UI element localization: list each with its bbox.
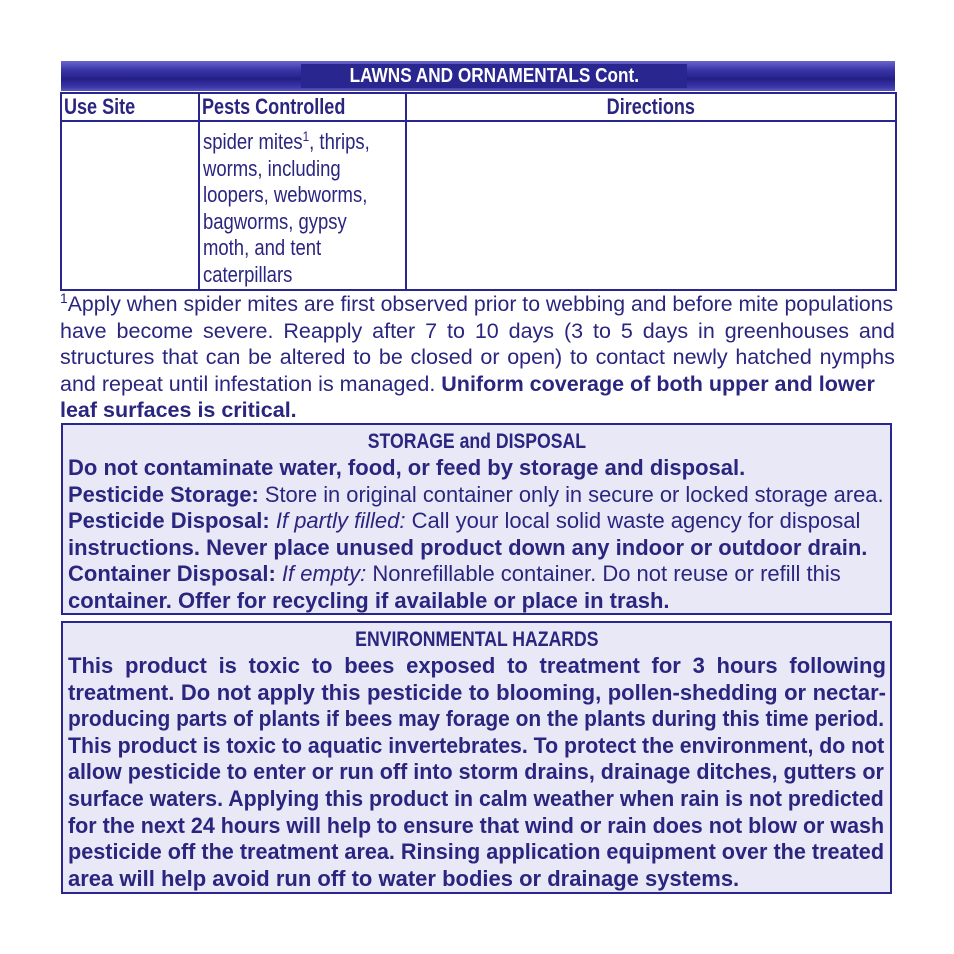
hazard-line: This product is toxic to aquatic invertebrates. To protect the environment, do not [68, 732, 885, 758]
storage-line: Pesticide Storage: Store in original container only in secure or locked storage area. [68, 481, 884, 507]
cell-use-site [61, 121, 199, 290]
footnote-line: and repeat until infestation is managed. Uniform coverage of both upper and lower [60, 371, 875, 396]
footnote [60, 285, 895, 424]
footnote-line: have become severe. Reapply after 7 to 10 days (3 to 5 days in greenhouses and [60, 318, 895, 343]
hazard-line: surface waters. Applying this product in calm weather when rain is not predicted [68, 785, 884, 811]
storage-line: Pesticide Disposal: If partly filled: Call your local solid waste agency for disposal [68, 508, 861, 534]
cell-pests-controlled [199, 121, 406, 290]
footnote-line: $^1$Apply when spider mites are first observed prior to webbing and before mite populations [60, 290, 894, 316]
pest-line: loopers, webworms, [203, 182, 368, 208]
pest-line: caterpillars [203, 261, 293, 287]
column-header-pests-controlled: Pests Controlled [199, 93, 406, 121]
hazard-line: allow pesticide to enter or run off into storm drains, drainage ditches, gutters or [68, 759, 884, 785]
pest-line: bagworms, gypsy [203, 208, 347, 234]
pests-table [60, 92, 897, 291]
pest-line: spider mites$^1$, thrips, [203, 128, 370, 154]
hazard-line: area will help avoid run off to water bodies or drainage systems. [68, 865, 740, 891]
environmental-hazards-box [61, 621, 892, 894]
table-header-row [61, 93, 896, 121]
hazard-line: for the next 24 hours will help to ensure that wind or rain does not blow or wash [68, 812, 885, 838]
environmental-hazards-title: ENVIRONMENTAL HAZARDS [355, 628, 599, 651]
storage-disposal-title: STORAGE and DISPOSAL [367, 430, 587, 453]
table-row [61, 121, 896, 290]
column-header-directions: Directions [406, 93, 896, 121]
hazard-line: pesticide off the treatment area. Rinsing application equipment over the treated [68, 839, 885, 865]
footnote-line: leaf surfaces is critical. [60, 398, 297, 422]
storage-line: instructions. Never place unused product down any indoor or outdoor drain. [68, 534, 868, 560]
hazard-line: treatment. Do not apply this pesticide to blooming, pollen-shedding or nectar- [68, 679, 886, 705]
storage-line: container. Offer for recycling if available or place in trash. [68, 587, 670, 613]
footnote-line: structures that can be altered to be closed or open) to contact newly hatched nymphs [60, 345, 895, 369]
footnote-mark: 1 [60, 290, 68, 306]
hazard-line: producing parts of plants if bees may forage on the plants during this time period. [68, 706, 885, 732]
cell-directions [406, 121, 896, 290]
storage-disposal-box [61, 423, 892, 615]
storage-line: Do not contaminate water, food, or feed by storage and disposal. [68, 455, 746, 480]
footnote-marker: 1 [302, 128, 310, 144]
section-header-title: LAWNS AND ORNAMENTALS Cont. [301, 64, 687, 88]
column-header-use-site: Use Site [61, 93, 199, 121]
pest-line: moth, and tent [203, 235, 322, 261]
hazard-line: This product is toxic to bees exposed to treatment for 3 hours following [68, 653, 886, 678]
pest-line: worms, including [203, 155, 341, 181]
storage-line: Container Disposal: If empty: Nonrefillable container. Do not reuse or refill this [68, 561, 841, 587]
